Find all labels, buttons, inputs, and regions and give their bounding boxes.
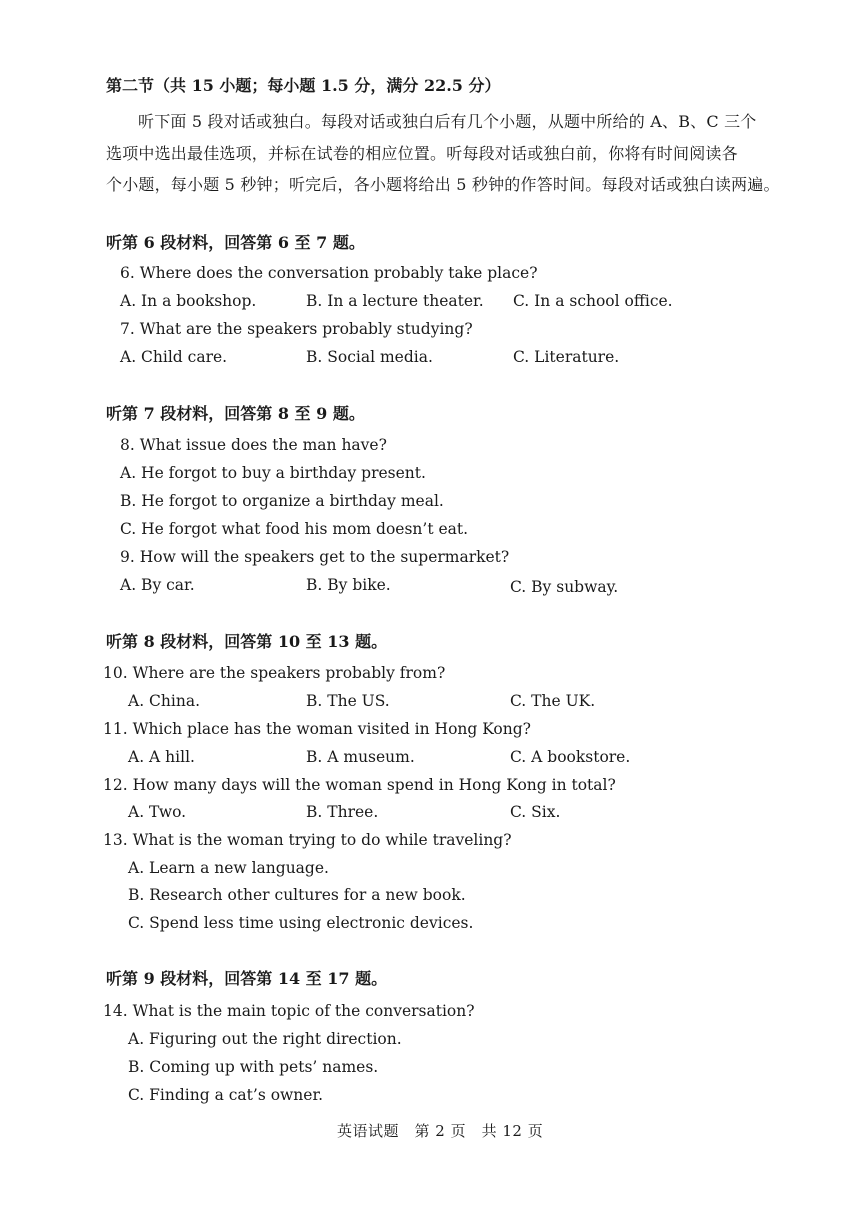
instructions-line: 听下面 5 段对话或独白。每段对话或独白后有几个小题，从题中所给的 A、B、C 三个 <box>138 112 757 131</box>
option-b: B. A museum. <box>306 748 415 766</box>
option-c: C. Spend less time using electronic devices. <box>128 914 474 932</box>
instructions-line: 个小题，每小题 5 秒钟；听完后，各小题将给出 5 秒钟的作答时间。每段对话或独白读两遍。 <box>106 175 780 194</box>
option-a: A. By car. <box>120 576 195 594</box>
option-b: B. In a lecture theater. <box>306 292 484 310</box>
option-c: C. A bookstore. <box>510 748 631 766</box>
option-a: A. Figuring out the right direction. <box>128 1030 402 1048</box>
option-b: B. Coming up with pets’ names. <box>128 1058 379 1076</box>
option-b: B. He forgot to organize a birthday meal. <box>120 492 444 510</box>
option-b: B. By bike. <box>306 576 391 594</box>
question-stem: 9. How will the speakers get to the supermarket? <box>120 548 510 566</box>
question-stem: 12. How many days will the woman spend in Hong Kong in total? <box>103 776 616 794</box>
page-footer: 英语试题 第 2 页 共 12 页 <box>337 1122 544 1140</box>
question-stem: 14. What is the main topic of the conversation? <box>103 1002 475 1020</box>
question-stem: 11. Which place has the woman visited in Hong Kong? <box>103 720 531 738</box>
option-a: A. Two. <box>128 803 187 821</box>
option-c: C. Finding a cat’s owner. <box>128 1086 324 1104</box>
option-c: C. Literature. <box>513 348 620 366</box>
group-heading: 听第 9 段材料，回答第 14 至 17 题。 <box>106 969 388 988</box>
option-c: C. He forgot what food his mom doesn’t eat. <box>120 520 469 538</box>
option-b: B. Three. <box>306 803 379 821</box>
option-b: B. Research other cultures for a new book. <box>128 886 466 904</box>
option-a: A. China. <box>128 692 200 710</box>
option-a: A. Child care. <box>120 348 228 366</box>
option-a: A. Learn a new language. <box>128 859 329 877</box>
option-c: C. The UK. <box>510 692 596 710</box>
group-heading: 听第 6 段材料，回答第 6 至 7 题。 <box>106 233 365 252</box>
option-a: A. He forgot to buy a birthday present. <box>120 464 426 482</box>
option-c: C. By subway. <box>510 578 619 596</box>
question-stem: 13. What is the woman trying to do while traveling? <box>103 831 512 849</box>
option-a: A. A hill. <box>128 748 195 766</box>
option-c: C. In a school office. <box>513 292 673 310</box>
section-title: 第二节（共 15 小题；每小题 1.5 分，满分 22.5 分） <box>106 76 501 95</box>
option-a: A. In a bookshop. <box>120 292 257 310</box>
option-b: B. Social media. <box>306 348 433 366</box>
option-b: B. The US. <box>306 692 390 710</box>
instructions-line: 选项中选出最佳选项，并标在试卷的相应位置。听每段对话或独白前，你将有时间阅读各 <box>106 144 738 163</box>
question-stem: 10. Where are the speakers probably from? <box>103 664 446 682</box>
question-stem: 6. Where does the conversation probably take place? <box>120 264 538 282</box>
group-heading: 听第 8 段材料，回答第 10 至 13 题。 <box>106 632 388 651</box>
question-stem: 7. What are the speakers probably studying? <box>120 320 473 338</box>
question-stem: 8. What issue does the man have? <box>120 436 387 454</box>
option-c: C. Six. <box>510 803 561 821</box>
group-heading: 听第 7 段材料，回答第 8 至 9 题。 <box>106 404 365 423</box>
